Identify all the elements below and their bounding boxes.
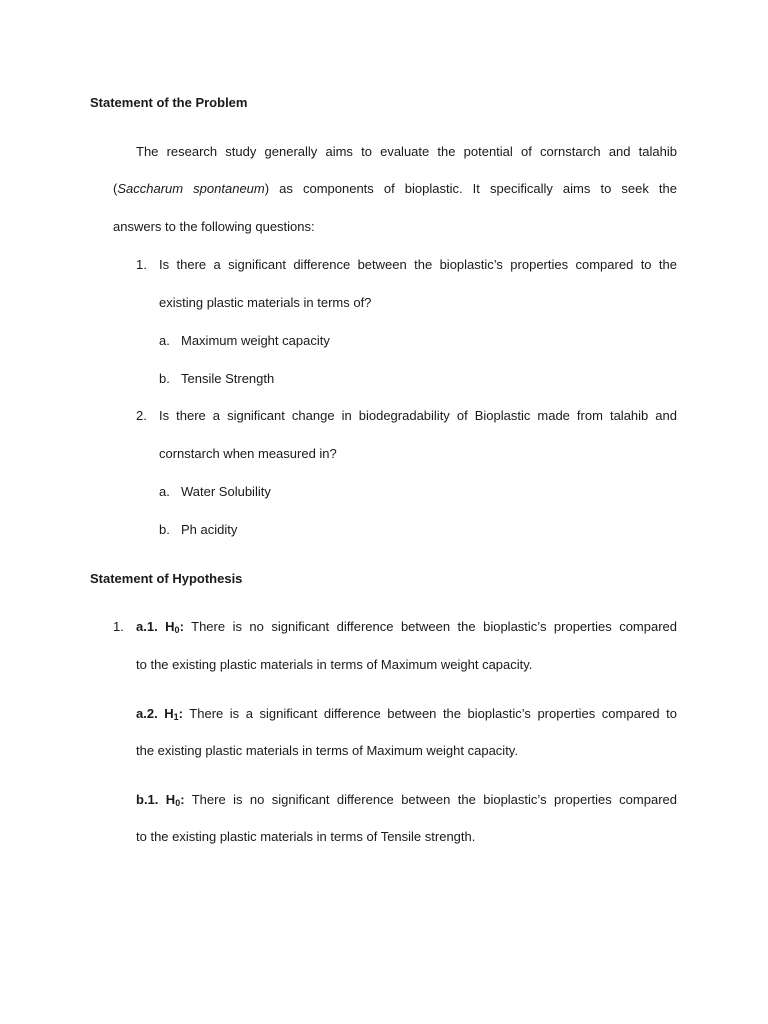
- hypothesis-a1-subscript: 0: [174, 625, 180, 635]
- question-1a-text: Maximum weight capacity: [181, 333, 330, 348]
- hypothesis-b1-subscript: 0: [175, 798, 181, 808]
- hypothesis-a1-label: [136, 619, 184, 634]
- question-2a-text: Water Solubility: [181, 484, 271, 499]
- question-1a-letter: a.: [159, 333, 170, 348]
- question-2a-letter: a.: [159, 484, 170, 499]
- hypothesis-a2-label-text: a.2. H: [136, 706, 174, 721]
- species-name: Saccharum spontaneum: [117, 181, 265, 196]
- problem-intro-line-3: answers to the following questions:: [113, 219, 315, 234]
- hypothesis-a2-line-1: [136, 706, 677, 722]
- hypothesis-b1-line-1: [136, 792, 677, 808]
- hypothesis-b1-text: There is no significant difference between the bioplastic’s properties compared: [184, 792, 677, 807]
- question-2-line-2: cornstarch when measured in?: [159, 446, 337, 461]
- question-1b-text: Tensile Strength: [181, 371, 275, 386]
- question-2-line-1: Is there a significant change in biodegradability of Bioplastic made from talahib and: [159, 408, 677, 423]
- hypothesis-a2-line-2: the existing plastic materials in terms of Maximum weight capacity.: [136, 743, 518, 758]
- question-1b-letter: b.: [159, 371, 170, 386]
- hypothesis-a1-line-2: to the existing plastic materials in terms of Maximum weight capacity.: [136, 657, 533, 672]
- hypothesis-a1-line-1: [136, 619, 677, 635]
- question-1-number: 1.: [136, 257, 147, 272]
- problem-heading: Statement of the Problem: [90, 95, 248, 110]
- hypothesis-a2-subscript: 1: [173, 712, 179, 722]
- question-1-line-2: existing plastic materials in terms of?: [159, 295, 372, 310]
- hypothesis-b1-label-text: b.1. H: [136, 792, 176, 807]
- question-2b-letter: b.: [159, 522, 170, 537]
- hypothesis-a1-colon: :: [179, 619, 184, 634]
- hypothesis-b1-colon: :: [180, 792, 185, 807]
- hypothesis-b1-line-2: to the existing plastic materials in terms of Tensile strength.: [136, 829, 476, 844]
- hypothesis-a2-text: There is a significant difference between the bioplastic’s properties compared to: [182, 706, 677, 721]
- question-2b-text: Ph acidity: [181, 522, 238, 537]
- hypothesis-a1-label-text: a.1. H: [136, 619, 175, 634]
- hypothesis-heading: Statement of Hypothesis: [90, 571, 243, 586]
- question-2-number: 2.: [136, 408, 147, 423]
- problem-intro-line-1: The research study generally aims to evaluate the potential of cornstarch and talahib: [136, 144, 677, 159]
- problem-intro-line-2: [113, 181, 677, 197]
- paren-open: (: [113, 181, 118, 196]
- hypothesis-a2-label: [136, 706, 183, 721]
- hypothesis-b1-label: [136, 792, 185, 807]
- question-1-line-1: Is there a significant difference between the bioplastic’s properties compared to the: [159, 257, 677, 272]
- hypothesis-a1-text: There is no significant difference between the bioplastic’s properties compared: [183, 619, 678, 634]
- hypothesis-a2-colon: :: [178, 706, 183, 721]
- hypothesis-number: 1.: [113, 619, 124, 634]
- problem-intro-line-2-rest: ) as components of bioplastic. It specifically aims to seek the: [264, 181, 677, 196]
